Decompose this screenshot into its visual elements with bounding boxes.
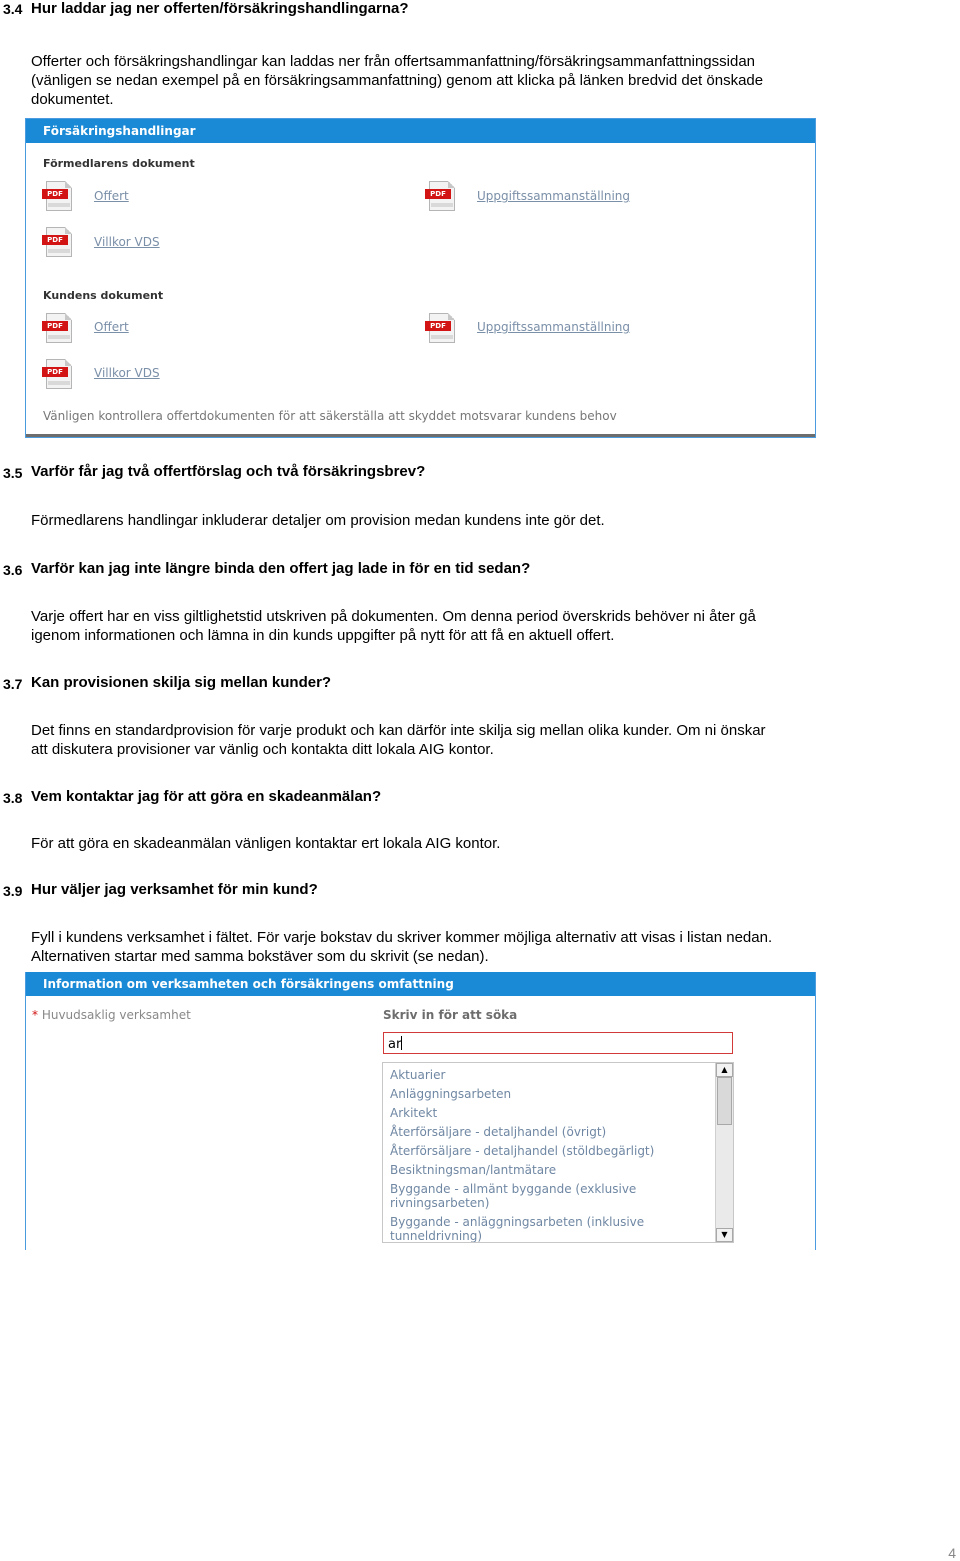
pdf-icon[interactable]: PDF	[425, 181, 457, 211]
list-item[interactable]: Arkitekt	[390, 1106, 438, 1120]
section-heading: Varför kan jag inte längre binda den offert jag lade in för en tid sedan?	[31, 560, 531, 577]
section-heading: Vem kontaktar jag för att göra en skadeanmälan?	[31, 788, 382, 805]
customer-villkor-link[interactable]: Villkor VDS	[94, 366, 160, 380]
pdf-icon[interactable]: PDF	[42, 181, 74, 211]
section-body: Offerter och försäkringshandlingar kan laddas ner från offertsammanfattning/försäkringsammanfattningssidan (vänligen se nedan exempel på en försäkringsammanfattning) genom att klicka på länken bredvid det önskade dokumentet.	[31, 53, 764, 108]
broker-villkor-link[interactable]: Villkor VDS	[94, 235, 160, 249]
section-body: Förmedlarens handlingar inkluderar detaljer om provision medan kundens inte gör det.	[31, 512, 605, 529]
business-suggestion-list[interactable]	[382, 1062, 734, 1243]
list-item[interactable]: Byggande - anläggningsarbeten (inklusive tunneldrivning)	[390, 1215, 645, 1243]
business-search-input[interactable]: ar	[383, 1032, 733, 1054]
broker-uppgiftssammanstallning-link[interactable]: Uppgiftssammanställning	[477, 189, 631, 203]
section-number: 3.7	[3, 676, 23, 692]
pdf-icon[interactable]: PDF	[42, 359, 74, 389]
section-number: 3.4	[3, 1, 23, 17]
customer-offert-link[interactable]: Offert	[94, 320, 129, 334]
list-item[interactable]: Besiktningsman/lantmätare	[390, 1163, 557, 1177]
scroll-up-icon[interactable]: ▲	[716, 1063, 733, 1077]
pdf-icon[interactable]: PDF	[42, 313, 74, 343]
section-heading: Kan provisionen skilja sig mellan kunder?	[31, 674, 332, 691]
section-number: 3.8	[3, 790, 23, 806]
section-number: 3.5	[3, 465, 23, 481]
panel-title: Försäkringshandlingar	[26, 119, 815, 143]
check-documents-note: Vänligen kontrollera offertdokumenten för att säkerställa att skyddet motsvarar kundens behov	[43, 409, 617, 423]
search-label: Skriv in för att söka	[383, 1008, 518, 1022]
section-body: Varje offert har en viss giltlighetstid utskriven på dokumenten. Om denna period överskrids behöver ni åter gå igenom informationen och lämna in din kunds uppgifter på nytt för att få en aktuell offert.	[31, 608, 756, 644]
section-body: För att göra en skadeanmälan vänligen kontaktar ert lokala AIG kontor.	[31, 835, 501, 852]
section-number: 3.6	[3, 562, 23, 578]
customer-documents-label: Kundens dokument	[43, 289, 164, 302]
pdf-icon[interactable]: PDF	[42, 227, 74, 257]
divider	[26, 434, 815, 437]
section-heading: Hur väljer jag verksamhet för min kund?	[31, 881, 318, 898]
section-heading: Varför får jag två offertförslag och två försäkringsbrev?	[31, 463, 426, 480]
section-number: 3.9	[3, 883, 23, 899]
list-item[interactable]: Återförsäljare - detaljhandel (övrigt)	[390, 1125, 607, 1139]
section-heading: Hur laddar jag ner offerten/försäkringshandlingarna?	[31, 0, 409, 17]
business-search-screenshot	[25, 972, 816, 1250]
broker-offert-link[interactable]: Offert	[94, 189, 129, 203]
section-body: Fyll i kundens verksamhet i fältet. För varje bokstav du skriver kommer möjliga alternativ att visas i listan nedan. Alternativen startar med samma bokstäver som du skrivit (se nedan).	[31, 929, 773, 965]
page-number: 4	[948, 1545, 956, 1561]
list-item[interactable]: Återförsäljare - detaljhandel (stöldbegärligt)	[390, 1144, 655, 1158]
scrollbar[interactable]	[715, 1063, 733, 1242]
list-item[interactable]: Anläggningsarbeten	[390, 1087, 512, 1101]
broker-documents-label: Förmedlarens dokument	[43, 157, 195, 170]
panel-title: Information om verksamheten och försäkringens omfattning	[26, 972, 815, 996]
customer-uppgiftssammanstallning-link[interactable]: Uppgiftssammanställning	[477, 320, 631, 334]
list-item[interactable]: Byggande - allmänt byggande (exklusive rivningsarbeten)	[390, 1182, 637, 1210]
required-star: *	[32, 1008, 38, 1022]
pdf-icon[interactable]: PDF	[425, 313, 457, 343]
main-business-label: * Huvudsaklig verksamhet	[32, 1008, 191, 1022]
scroll-down-icon[interactable]: ▼	[716, 1228, 733, 1242]
section-body: Det finns en standardprovision för varje produkt och kan därför inte skilja sig mellan olika kunder. Om ni önskar att diskutera provisioner var vänlig och kontakta ditt lokala AIG kontor.	[31, 722, 766, 758]
scroll-thumb[interactable]	[717, 1077, 732, 1125]
insurance-documents-screenshot	[25, 118, 816, 438]
list-item[interactable]: Aktuarier	[390, 1068, 446, 1082]
